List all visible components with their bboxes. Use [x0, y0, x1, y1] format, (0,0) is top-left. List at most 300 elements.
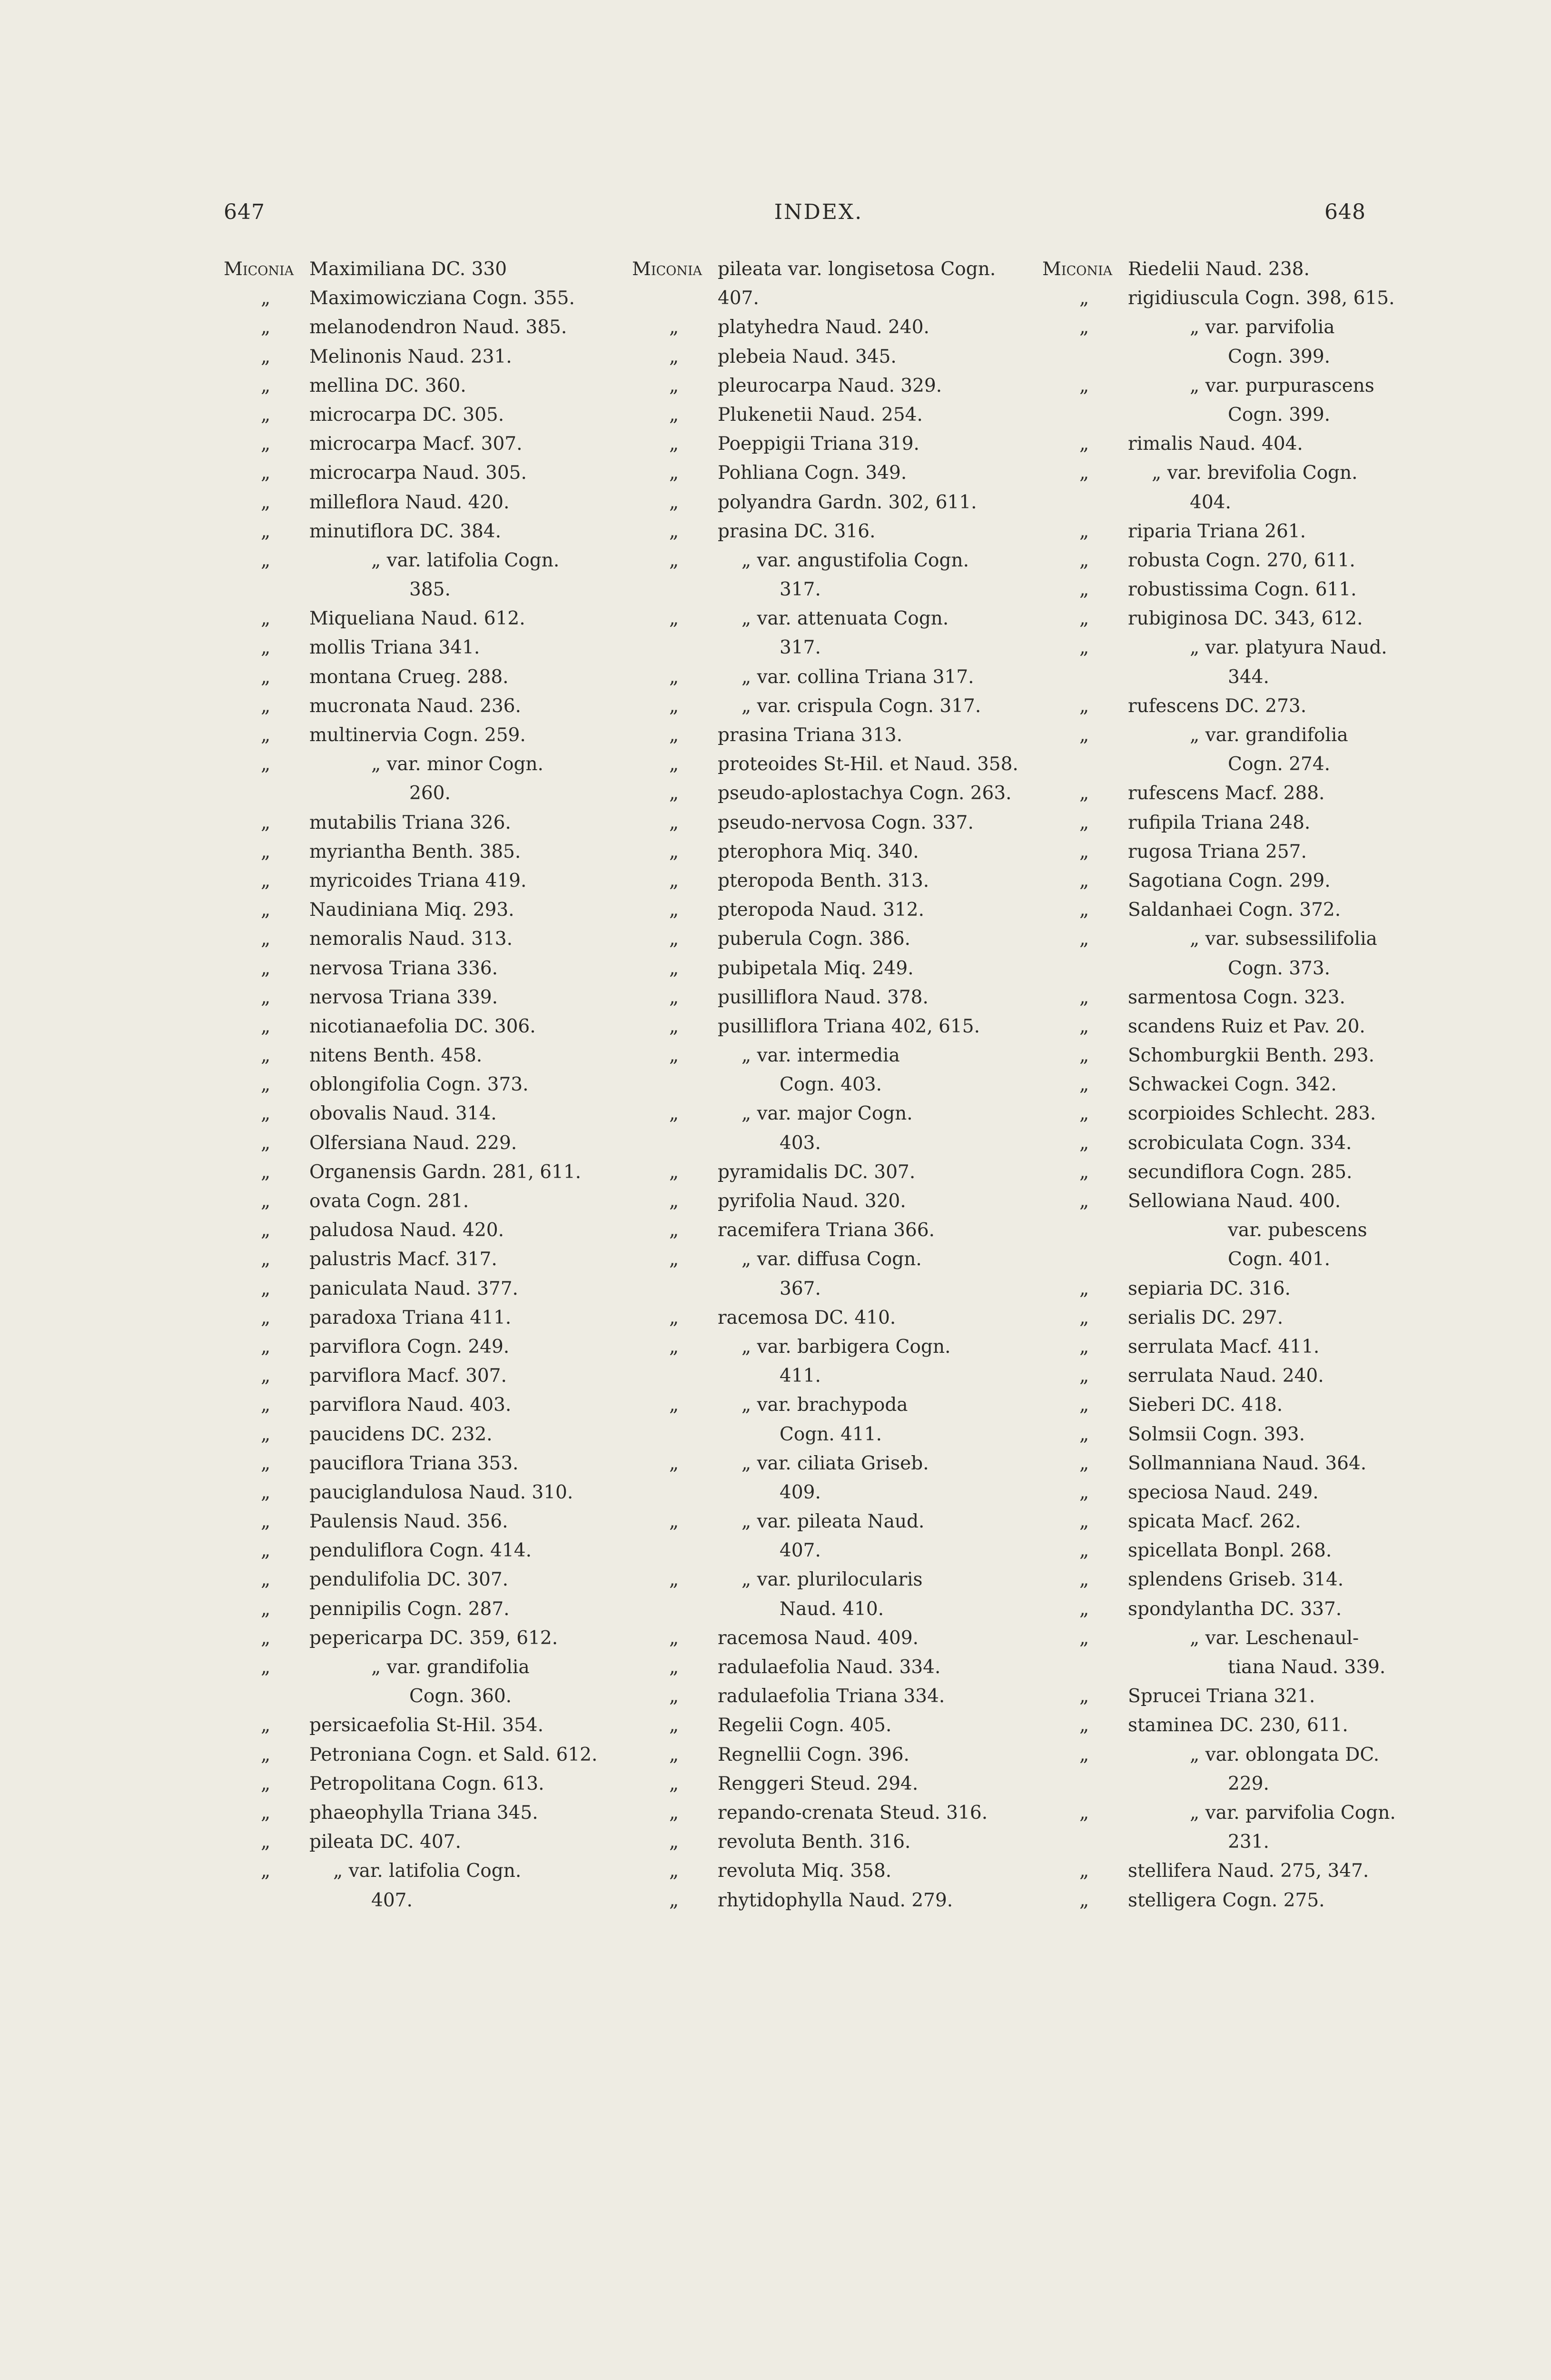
entry-text: prasina DC. 316.: [718, 520, 876, 542]
ditto-mark: „: [261, 1161, 271, 1183]
index-entry: [1042, 342, 1404, 371]
index-entry: [632, 808, 994, 837]
index-column-2: [632, 255, 1018, 1915]
ditto-mark: „: [261, 1307, 271, 1329]
ditto-mark: „: [669, 549, 679, 571]
entry-text: Cogn. 373.: [1228, 957, 1331, 979]
ditto-mark: „: [669, 608, 679, 630]
ditto-mark: „: [669, 1686, 679, 1707]
index-entry: [632, 458, 994, 487]
ditto-mark: „: [669, 1161, 679, 1183]
entry-text: parviflora Naud. 403.: [309, 1394, 512, 1416]
ditto-mark: „: [1079, 870, 1089, 892]
entry-text: racemosa DC. 410.: [718, 1307, 896, 1329]
index-entry: [632, 692, 994, 721]
index-entry: [632, 400, 994, 429]
ditto-mark: „: [1079, 1744, 1089, 1765]
entry-text: microcarpa DC. 305.: [309, 404, 504, 426]
entry-text: pusilliflora Triana 402, 615.: [718, 1015, 980, 1037]
ditto-mark: „: [669, 957, 679, 979]
ditto-mark: „: [261, 1423, 271, 1445]
genus-label: Miconia: [224, 258, 294, 280]
entry-text: mollis Triana 341.: [309, 637, 480, 659]
ditto-mark: „: [261, 1540, 271, 1562]
index-entry: [224, 663, 585, 692]
ditto-mark: „: [261, 1132, 271, 1154]
index-entry: [1042, 1536, 1404, 1565]
ditto-mark: „: [1079, 1423, 1089, 1445]
entry-text: „ var. grandifolia: [1190, 724, 1348, 746]
ditto-mark: „: [1079, 1132, 1089, 1154]
ditto-mark: „: [261, 1715, 271, 1736]
index-entry: [1042, 1478, 1404, 1507]
ditto-mark: „: [261, 375, 271, 397]
ditto-mark: „: [261, 1103, 271, 1125]
index-entry: [1042, 983, 1404, 1012]
ditto-mark: „: [261, 1190, 271, 1212]
ditto-mark: „: [261, 549, 271, 571]
entry-text: scorpioides Schlecht. 283.: [1128, 1103, 1376, 1125]
index-entry: [632, 1012, 994, 1041]
entry-text: pteropoda Naud. 312.: [718, 899, 924, 921]
index-entry: [224, 750, 585, 779]
entry-text: paucidens DC. 232.: [309, 1423, 493, 1445]
index-entry: [1042, 429, 1404, 458]
index-entry: [224, 633, 585, 662]
entry-text: rufipila Triana 248.: [1128, 812, 1311, 833]
entry-text: Sprucei Triana 321.: [1128, 1686, 1315, 1707]
index-entry: [632, 1624, 994, 1653]
index-entry: [1042, 1187, 1404, 1216]
ditto-mark: „: [261, 724, 271, 746]
index-entry: [1042, 721, 1404, 750]
entry-text: pseudo-nervosa Cogn. 337.: [718, 812, 974, 833]
ditto-mark: „: [261, 462, 271, 484]
entry-text: pepericarpa DC. 359, 612.: [309, 1627, 558, 1649]
ditto-mark: „: [261, 1511, 271, 1533]
entry-text: pennipilis Cogn. 287.: [309, 1598, 510, 1620]
index-entry: [224, 1245, 585, 1274]
entry-text: pusilliflora Naud. 378.: [718, 986, 929, 1008]
entry-text: montana Crueg. 288.: [309, 666, 509, 688]
entry-text: spicata Macf. 262.: [1128, 1511, 1301, 1533]
index-entry: [224, 1420, 585, 1449]
index-entry: [1042, 1041, 1404, 1070]
index-entry: [224, 1478, 585, 1507]
ditto-mark: „: [261, 928, 271, 950]
ditto-mark: „: [669, 841, 679, 863]
entry-text: „ var. angustifolia Cogn.: [741, 549, 969, 571]
index-column-1: [224, 255, 598, 1915]
index-entry: [632, 633, 994, 662]
index-entry: [224, 983, 585, 1012]
index-entry: [632, 1216, 994, 1245]
index-entry: [632, 342, 994, 371]
ditto-mark: „: [669, 1394, 679, 1416]
entry-text: microcarpa Macf. 307.: [309, 433, 523, 455]
ditto-mark: „: [1079, 1045, 1089, 1067]
index-entry: [1042, 1740, 1404, 1769]
index-entry: [1042, 1827, 1404, 1856]
index-entry: [632, 721, 994, 750]
ditto-mark: „: [261, 1773, 271, 1795]
ditto-mark: „: [1079, 1161, 1089, 1183]
index-entry: [1042, 1769, 1404, 1798]
entry-text: Cogn. 274.: [1228, 754, 1331, 775]
entry-text: rubiginosa DC. 343, 612.: [1128, 608, 1363, 630]
index-entry: [632, 1856, 994, 1885]
entry-text: serrulata Naud. 240.: [1128, 1365, 1324, 1387]
entry-text: scandens Ruiz et Pav. 20.: [1128, 1015, 1365, 1037]
index-entry: [1042, 400, 1404, 429]
ditto-mark: „: [261, 404, 271, 426]
ditto-mark: „: [261, 1074, 271, 1096]
index-entry: [632, 371, 994, 400]
entry-text: sarmentosa Cogn. 323.: [1128, 986, 1345, 1008]
entry-text: 385.: [409, 579, 451, 601]
entry-text: Petropolitana Cogn. 613.: [309, 1773, 544, 1795]
index-entry: [1042, 1390, 1404, 1419]
entry-text: „ var. plurilocularis: [741, 1569, 923, 1591]
ditto-mark: „: [669, 986, 679, 1008]
entry-text: mucronata Naud. 236.: [309, 695, 521, 717]
entry-text: Maximiliana DC. 330: [309, 258, 507, 280]
ditto-mark: „: [1079, 783, 1089, 804]
ditto-mark: „: [1079, 1860, 1089, 1882]
entry-text: rigidiuscula Cogn. 398, 615.: [1128, 288, 1395, 309]
index-entry: [224, 400, 585, 429]
entry-text: Cogn. 403.: [780, 1074, 882, 1096]
ditto-mark: „: [669, 695, 679, 717]
entry-text: spondylantha DC. 337.: [1128, 1598, 1342, 1620]
ditto-mark: „: [261, 870, 271, 892]
ditto-mark: „: [261, 899, 271, 921]
entry-text: Poeppigii Triana 319.: [718, 433, 919, 455]
index-entry: [632, 1740, 994, 1769]
ditto-mark: „: [1079, 1889, 1089, 1911]
index-entry: [224, 1536, 585, 1565]
ditto-mark: „: [669, 491, 679, 513]
index-entry: [1042, 284, 1404, 313]
ditto-mark: „: [669, 433, 679, 455]
index-entry: [1042, 1012, 1404, 1041]
ditto-mark: „: [261, 666, 271, 688]
ditto-mark: „: [261, 317, 271, 338]
entry-text: mellina DC. 360.: [309, 375, 466, 397]
entry-text: repando-crenata Steud. 316.: [718, 1802, 988, 1824]
entry-text: mutabilis Triana 326.: [309, 812, 511, 833]
ditto-mark: „: [1079, 1307, 1089, 1329]
ditto-mark: „: [261, 1045, 271, 1067]
ditto-mark: „: [669, 1307, 679, 1329]
ditto-mark: „: [1079, 1802, 1089, 1824]
ditto-mark: „: [261, 1656, 271, 1678]
ditto-mark: „: [261, 1569, 271, 1591]
entry-text: „ var. barbigera Cogn.: [741, 1336, 951, 1358]
ditto-mark: „: [669, 1773, 679, 1795]
ditto-mark: „: [1079, 841, 1089, 863]
index-entry: [224, 284, 585, 313]
index-entry: [224, 313, 585, 342]
ditto-mark: „: [669, 1249, 679, 1270]
index-entry: [632, 1390, 994, 1419]
ditto-mark: „: [261, 1831, 271, 1853]
ditto-mark: „: [1079, 986, 1089, 1008]
index-entry: [632, 663, 994, 692]
page-header: [224, 200, 1366, 233]
entry-text: tiana Naud. 339.: [1228, 1656, 1386, 1678]
index-entry: [1042, 1886, 1404, 1915]
index-entry: [632, 284, 994, 313]
entry-text: robusta Cogn. 270, 611.: [1128, 549, 1355, 571]
ditto-mark: „: [1079, 1511, 1089, 1533]
index-entry: [224, 517, 585, 546]
ditto-mark: „: [261, 1481, 271, 1503]
ditto-mark: „: [669, 1715, 679, 1736]
entry-text: „ var. major Cogn.: [741, 1103, 913, 1125]
entry-text: plebeia Naud. 345.: [718, 346, 897, 367]
index-entry: [224, 692, 585, 721]
entry-text: nervosa Triana 339.: [309, 986, 498, 1008]
entry-text: revoluta Miq. 358.: [718, 1860, 892, 1882]
entry-text: Pohliana Cogn. 349.: [718, 462, 907, 484]
entry-text: myriantha Benth. 385.: [309, 841, 521, 863]
ditto-mark: „: [1079, 433, 1089, 455]
ditto-mark: „: [669, 520, 679, 542]
index-entry: [224, 1740, 598, 1769]
entry-text: Solmsii Cogn. 393.: [1128, 1423, 1305, 1445]
index-entry: [224, 255, 585, 284]
index-entry: [632, 954, 994, 983]
index-entry: [224, 546, 585, 575]
entry-text: racemifera Triana 366.: [718, 1220, 935, 1241]
entry-text: Naudiniana Miq. 293.: [309, 899, 514, 921]
entry-text: Naud. 410.: [780, 1598, 884, 1620]
entry-text: pterophora Miq. 340.: [718, 841, 919, 863]
entry-text: 367.: [780, 1278, 821, 1299]
ditto-mark: „: [1079, 1686, 1089, 1707]
ditto-mark: „: [669, 404, 679, 426]
index-entry: [224, 1303, 585, 1332]
entry-text: racemosa Naud. 409.: [718, 1627, 919, 1649]
entry-text: nitens Benth. 458.: [309, 1045, 483, 1067]
entry-text: 407.: [718, 288, 759, 309]
entry-text: Cogn. 399.: [1228, 346, 1331, 367]
index-entry: [224, 371, 585, 400]
index-entry: [1042, 517, 1404, 546]
ditto-mark: „: [1079, 724, 1089, 746]
ditto-mark: „: [669, 1569, 679, 1591]
index-entry: [1042, 1216, 1404, 1245]
entry-text: rimalis Naud. 404.: [1128, 433, 1303, 455]
entry-text: „ var. ciliata Griseb.: [741, 1452, 929, 1474]
index-entry: [1042, 255, 1404, 284]
entry-text: var. pubescens: [1228, 1220, 1367, 1241]
index-entry: [224, 1129, 585, 1158]
ditto-mark: „: [669, 899, 679, 921]
ditto-mark: „: [261, 637, 271, 659]
ditto-mark: „: [261, 1627, 271, 1649]
ditto-mark: „: [669, 1190, 679, 1212]
ditto-mark: „: [669, 724, 679, 746]
ditto-mark: „: [1079, 1074, 1089, 1096]
index-entry: [224, 1390, 585, 1419]
ditto-mark: „: [669, 1802, 679, 1824]
genus-label: Miconia: [1042, 258, 1113, 280]
ditto-mark: „: [261, 491, 271, 513]
entry-text: pubipetala Miq. 249.: [718, 957, 914, 979]
index-entry: [1042, 1129, 1404, 1158]
entry-text: parviflora Cogn. 249.: [309, 1336, 510, 1358]
index-entry: [1042, 779, 1404, 808]
entry-text: Paulensis Naud. 356.: [309, 1511, 508, 1533]
entry-text: pileata var. longisetosa Cogn.: [718, 258, 996, 280]
entry-text: „ var. platyura Naud.: [1190, 637, 1387, 659]
ditto-mark: „: [261, 1336, 271, 1358]
entry-text: splendens Griseb. 314.: [1128, 1569, 1344, 1591]
ditto-mark: „: [1079, 1569, 1089, 1591]
ditto-mark: „: [1079, 579, 1089, 601]
ditto-mark: „: [1079, 462, 1089, 484]
entry-text: radulaefolia Naud. 334.: [718, 1656, 941, 1678]
index-entry: [632, 1041, 994, 1070]
entry-text: 317.: [780, 637, 821, 659]
index-entry: [224, 604, 585, 633]
index-entry: [1042, 1245, 1404, 1274]
ditto-mark: „: [261, 433, 271, 455]
ditto-mark: „: [261, 1278, 271, 1299]
ditto-mark: „: [1079, 288, 1089, 309]
index-entry: [632, 1070, 994, 1099]
index-entry: [632, 313, 994, 342]
index-entry: [632, 429, 994, 458]
ditto-mark: „: [261, 841, 271, 863]
ditto-mark: „: [261, 1394, 271, 1416]
ditto-mark: „: [669, 317, 679, 338]
index-entry: [632, 1129, 994, 1158]
ditto-mark: „: [1079, 608, 1089, 630]
entry-text: Saldanhaei Cogn. 372.: [1128, 899, 1341, 921]
entry-text: pendulifolia DC. 307.: [309, 1569, 509, 1591]
entry-text: paniculata Naud. 377.: [309, 1278, 518, 1299]
entry-text: pauciglandulosa Naud. 310.: [309, 1481, 573, 1503]
entry-text: robustissima Cogn. 611.: [1128, 579, 1357, 601]
entry-text: Miqueliana Naud. 612.: [309, 608, 525, 630]
entry-text: Melinonis Naud. 231.: [309, 346, 512, 367]
ditto-mark: „: [1079, 1452, 1089, 1474]
index-entry: [632, 1303, 994, 1332]
index-entry: [1042, 1595, 1404, 1624]
entry-text: minutiflora DC. 384.: [309, 520, 501, 542]
index-entry: [224, 808, 585, 837]
entry-text: 344.: [1228, 666, 1269, 688]
index-entry: [1042, 313, 1404, 342]
index-entry: [224, 1361, 585, 1390]
entry-text: Petroniana Cogn. et Sald. 612.: [309, 1744, 598, 1765]
index-entry: [224, 1827, 585, 1856]
index-entry: [632, 866, 994, 895]
ditto-mark: „: [669, 1860, 679, 1882]
index-entry: [632, 1769, 994, 1798]
entry-text: pseudo-aplostachya Cogn. 263.: [718, 783, 1012, 804]
index-entry: [1042, 1624, 1404, 1653]
entry-text: speciosa Naud. 249.: [1128, 1481, 1319, 1503]
index-entry: [1042, 1653, 1404, 1682]
ditto-mark: „: [1079, 1715, 1089, 1736]
entry-text: parviflora Macf. 307.: [309, 1365, 507, 1387]
index-entry: [632, 1536, 994, 1565]
entry-text: Olfersiana Naud. 229.: [309, 1132, 517, 1154]
index-entry: [224, 429, 585, 458]
entry-text: riparia Triana 261.: [1128, 520, 1306, 542]
entry-text: ovata Cogn. 281.: [309, 1190, 469, 1212]
index-entry: [224, 924, 585, 953]
entry-text: pileata DC. 407.: [309, 1831, 461, 1853]
ditto-mark: „: [669, 346, 679, 367]
page-number-right: 648: [1324, 200, 1366, 224]
genus-label: Miconia: [632, 258, 702, 280]
ditto-mark: „: [1079, 317, 1089, 338]
index-entry: [224, 1624, 585, 1653]
ditto-mark: „: [261, 1598, 271, 1620]
ditto-mark: „: [1079, 1481, 1089, 1503]
entry-text: „ var. oblongata DC.: [1190, 1744, 1380, 1765]
entry-text: nervosa Triana 336.: [309, 957, 498, 979]
ditto-mark: „: [261, 754, 271, 775]
ditto-mark: „: [1079, 520, 1089, 542]
entry-text: microcarpa Naud. 305.: [309, 462, 527, 484]
index-entry: [224, 575, 585, 604]
ditto-mark: „: [261, 695, 271, 717]
ditto-mark: „: [669, 1627, 679, 1649]
index-entry: [224, 1099, 585, 1128]
ditto-mark: „: [1079, 1336, 1089, 1358]
index-entry: [1042, 808, 1404, 837]
index-entry: [1042, 488, 1404, 517]
entry-text: radulaefolia Triana 334.: [718, 1686, 945, 1707]
ditto-mark: „: [669, 754, 679, 775]
ditto-mark: „: [1079, 375, 1089, 397]
index-entry: [224, 1565, 585, 1594]
ditto-mark: „: [669, 1511, 679, 1533]
entry-text: „ var. brevifolia Cogn.: [1152, 462, 1358, 484]
entry-text: palustris Macf. 317.: [309, 1249, 497, 1270]
entry-text: nemoralis Naud. 313.: [309, 928, 513, 950]
index-entry: [632, 1332, 994, 1361]
index-entry: [224, 1187, 585, 1216]
entry-text: prasina Triana 313.: [718, 724, 903, 746]
entry-text: serialis DC. 297.: [1128, 1307, 1284, 1329]
ditto-mark: „: [1079, 1190, 1089, 1212]
entry-text: Regnellii Cogn. 396.: [718, 1744, 909, 1765]
entry-text: melanodendron Naud. 385.: [309, 317, 567, 338]
index-entry: [1042, 604, 1404, 633]
entry-text: nicotianaefolia DC. 306.: [309, 1015, 536, 1037]
entry-text: 407.: [371, 1889, 413, 1911]
ditto-mark: „: [669, 1103, 679, 1125]
entry-text: Cogn. 360.: [409, 1686, 512, 1707]
ditto-mark: „: [261, 1744, 271, 1765]
entry-text: „ var. collina Triana 317.: [741, 666, 974, 688]
index-entry: [1042, 750, 1404, 779]
ditto-mark: „: [1079, 1394, 1089, 1416]
index-entry: [632, 779, 1012, 808]
index-entry: [1042, 1332, 1404, 1361]
ditto-mark: „: [261, 986, 271, 1008]
index-entry: [224, 1332, 585, 1361]
entry-text: „ var. Leschenaul-: [1190, 1627, 1359, 1649]
entry-text: Cogn. 401.: [1228, 1249, 1331, 1270]
